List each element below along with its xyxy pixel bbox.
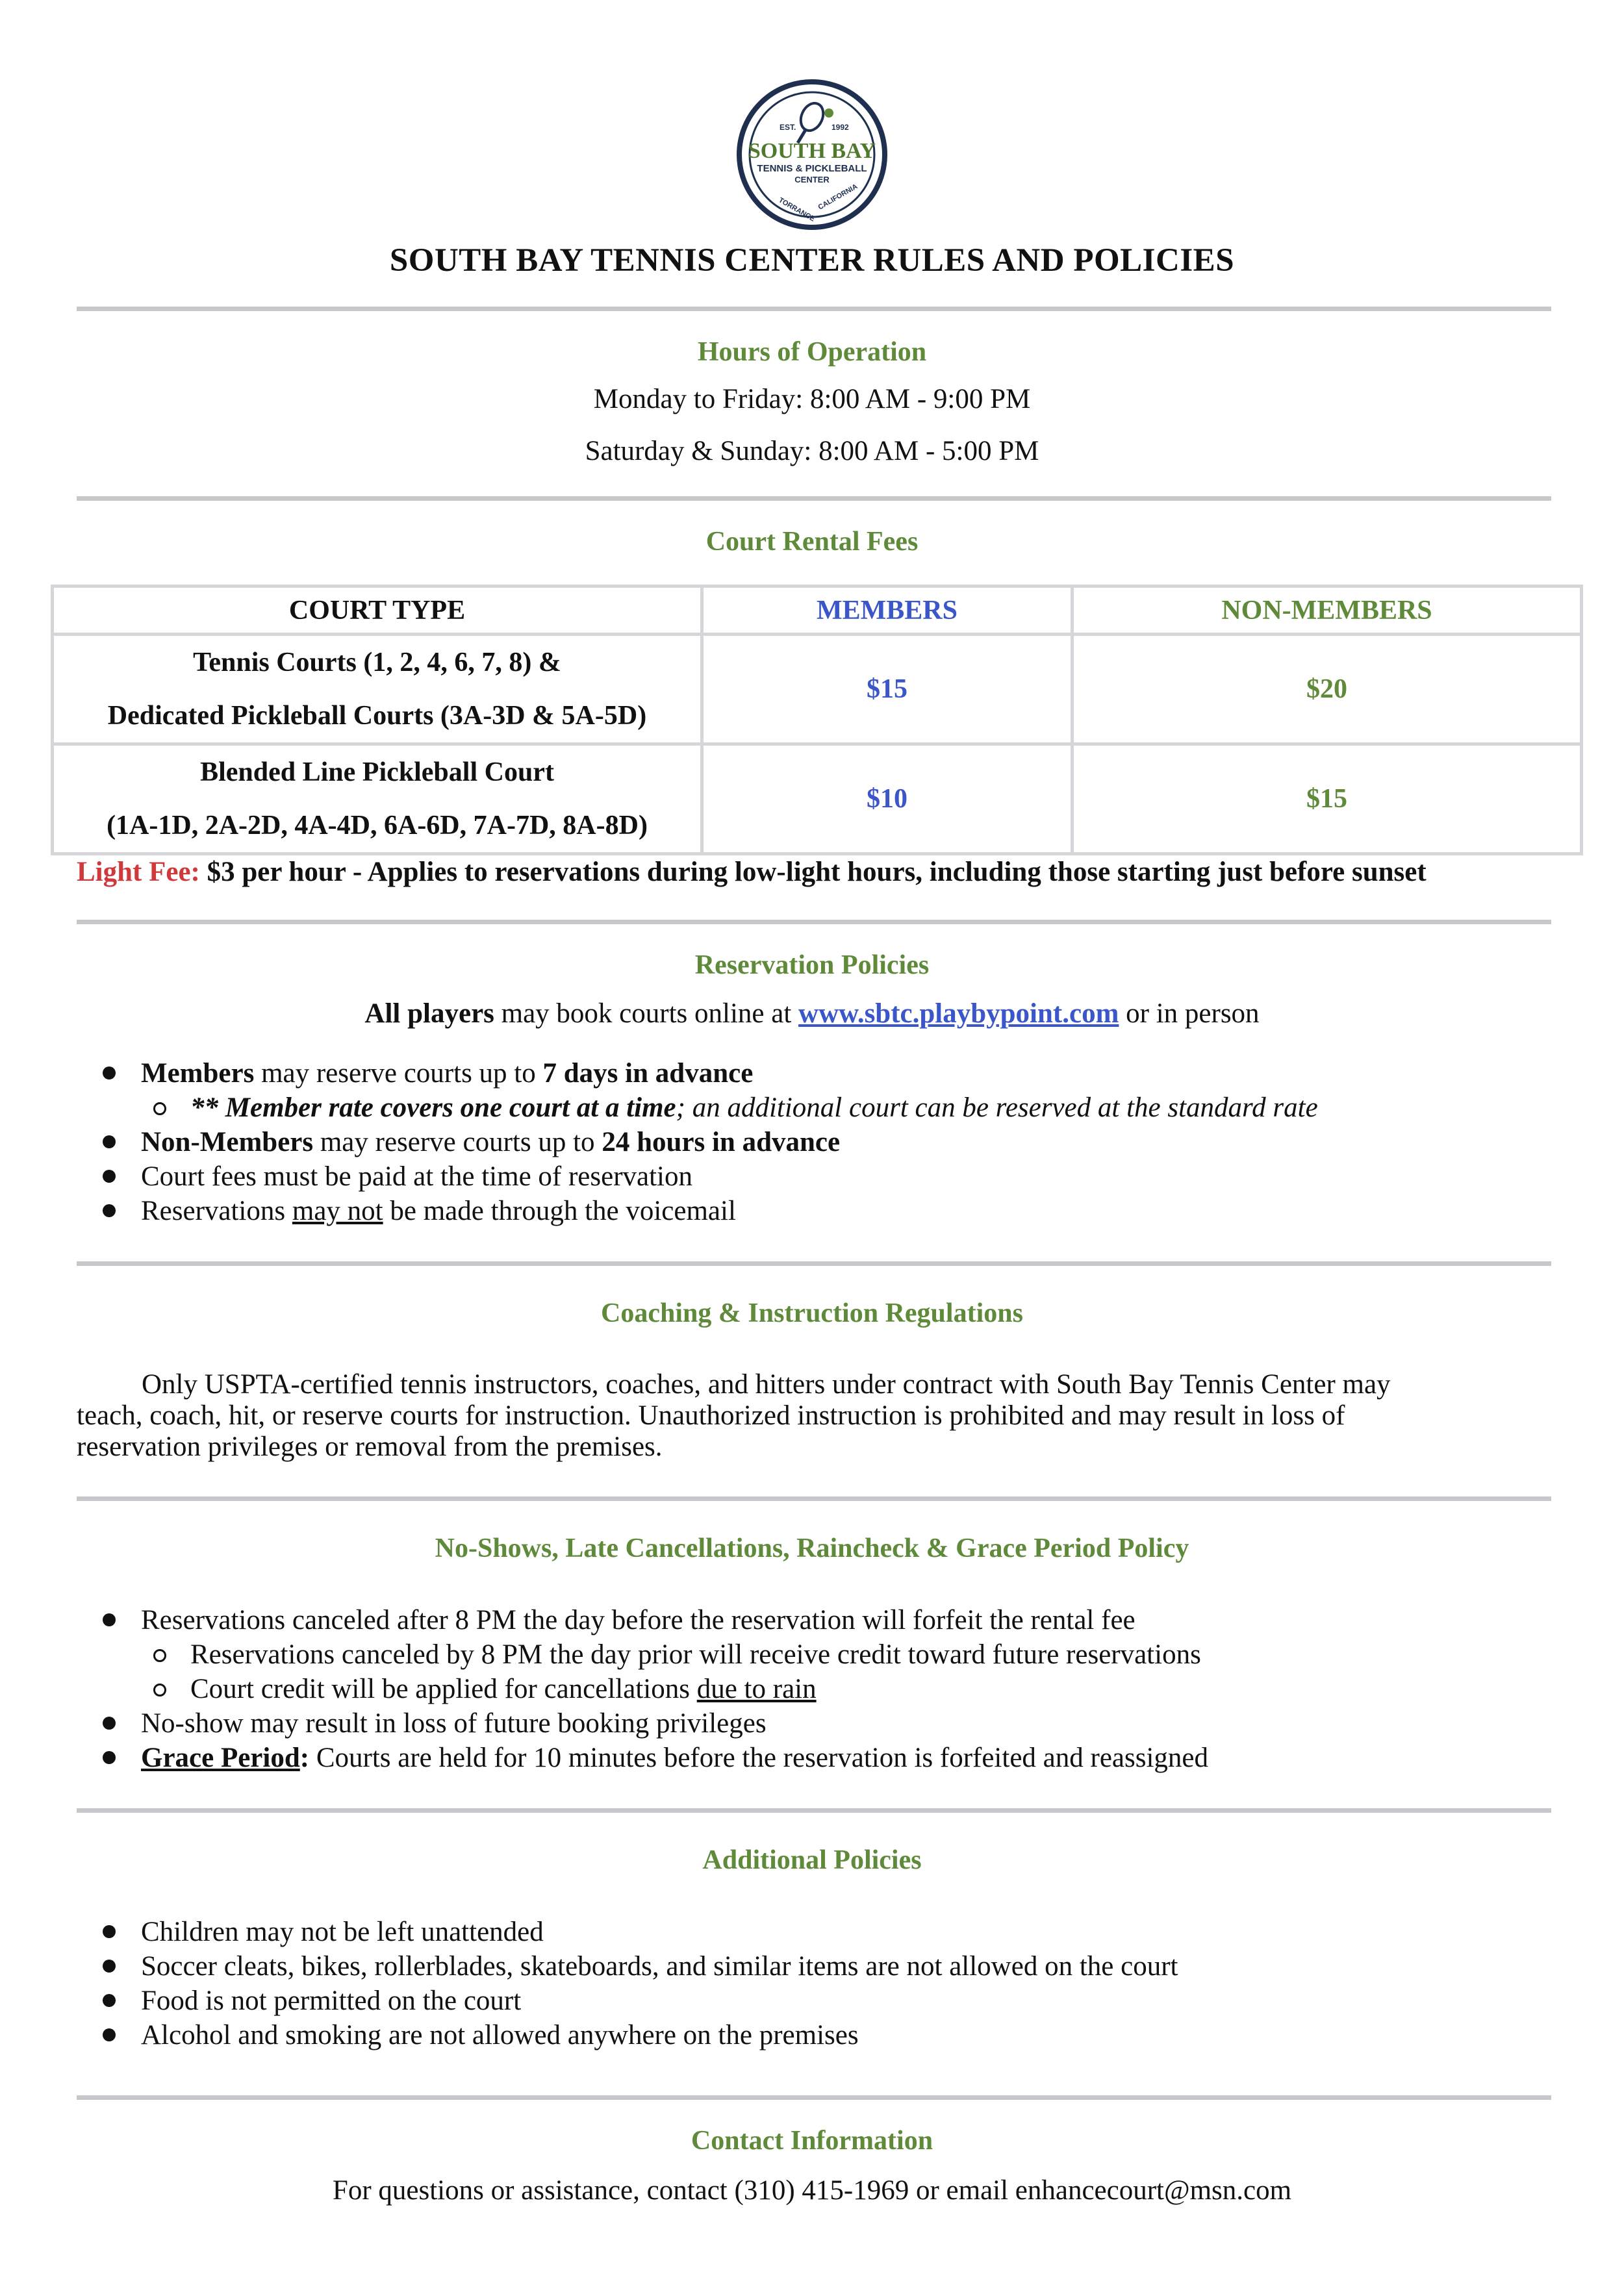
table-row	[53, 635, 1582, 744]
list-item	[0, 1741, 1624, 1775]
divider	[77, 920, 1551, 924]
sub-bullet-icon	[153, 1102, 166, 1115]
logo-name: SOUTH BAY	[748, 139, 876, 163]
logo-est: EST.	[780, 123, 796, 132]
hours-weekday: Monday to Friday: 8:00 AM - 9:00 PM	[593, 384, 1031, 414]
bullet-icon	[103, 1066, 116, 1079]
intro-bold: All players	[364, 998, 494, 1029]
contact-text: For questions or assistance, contact (310) 415-1969 or email enhancecourt@msn.com	[332, 2175, 1292, 2206]
text: ; an additional court can be reserved at the standard rate	[676, 1092, 1318, 1123]
underlined-text: may not	[292, 1196, 383, 1226]
intro-end: or in person	[1119, 998, 1260, 1029]
members-price: $10	[702, 744, 1072, 854]
text: No-show may result in loss of future booking privileges	[141, 1708, 767, 1739]
non-members-price: $20	[1072, 635, 1582, 744]
coaching-paragraph	[77, 1369, 1551, 1463]
members-price: $15	[702, 635, 1072, 744]
list-item	[0, 1706, 1624, 1741]
bullet-icon	[103, 1170, 116, 1183]
list-item	[0, 1091, 1624, 1125]
list-item	[0, 1125, 1624, 1159]
bold-text: 24 hours in advance	[602, 1127, 841, 1157]
bold-underlined-text: Grace Period	[141, 1743, 300, 1773]
text: Reservations	[141, 1196, 292, 1226]
bullet-icon	[103, 1925, 116, 1938]
logo-state: CALIFORNIA	[817, 183, 859, 212]
bold-text: :	[299, 1743, 310, 1773]
court-type-cell	[53, 635, 702, 744]
text: Alcohol and smoking are not allowed anywhere on the premises	[141, 2020, 859, 2050]
divider	[77, 1808, 1551, 1813]
additional-list	[0, 1915, 1624, 2052]
additional-heading: Additional Policies	[702, 1845, 922, 1875]
noshow-heading: No-Shows, Late Cancellations, Raincheck & Grace Period Policy	[435, 1533, 1189, 1563]
logo-year: 1992	[831, 123, 849, 132]
list-item	[0, 1984, 1624, 2018]
text: Court credit will be applied for cancellations	[190, 1674, 697, 1704]
list-item	[0, 1672, 1624, 1706]
list-item	[0, 1603, 1624, 1637]
court-type-line1: Tennis Courts (1, 2, 4, 6, 7, 8) &	[193, 648, 561, 677]
fees-heading: Court Rental Fees	[705, 527, 919, 557]
non-members-price: $15	[1072, 744, 1582, 854]
light-fee	[77, 856, 1427, 888]
sub-bullet-icon	[153, 1684, 166, 1697]
bullet-icon	[103, 1717, 116, 1730]
list-item	[0, 1056, 1624, 1091]
text: Reservations canceled by 8 PM the day prior will receive credit toward future reservations	[190, 1639, 1201, 1670]
list-item	[0, 1159, 1624, 1194]
underlined-text: due to rain	[696, 1674, 817, 1704]
bold-text: 7 days in advance	[542, 1058, 754, 1089]
divider	[77, 496, 1551, 501]
bullet-icon	[103, 1994, 116, 2007]
text: Food is not permitted on the court	[141, 1986, 522, 2016]
bullet-icon	[103, 2028, 116, 2041]
logo-badge	[734, 77, 890, 233]
hours-heading: Hours of Operation	[697, 337, 927, 367]
page-title: SOUTH BAY TENNIS CENTER RULES AND POLICIES	[389, 242, 1235, 279]
text: Reservations canceled after 8 PM the day before the reservation will forfeit the rental fee	[141, 1605, 1136, 1635]
text: Courts are held for 10 minutes before the reservation is forfeited and reassigned	[309, 1743, 1208, 1773]
bold-text: ** Member rate covers one court at a time	[190, 1092, 676, 1123]
bold-text: Members	[141, 1058, 255, 1089]
light-fee-label: Light Fee:	[77, 857, 200, 887]
divider	[77, 2095, 1551, 2100]
coaching-line3: reservation privileges or removal from the premises.	[77, 1432, 663, 1462]
list-item	[0, 2018, 1624, 2052]
col-members: MEMBERS	[702, 587, 1072, 635]
bold-text: Non-Members	[141, 1127, 314, 1157]
light-fee-text: $3 per hour - Applies to reservations during low-light hours, including those starting just before sunset	[199, 857, 1427, 887]
bullet-icon	[103, 1751, 116, 1764]
table-row	[53, 744, 1582, 854]
divider	[77, 307, 1551, 311]
col-court-type: COURT TYPE	[53, 587, 702, 635]
hours-weekend: Saturday & Sunday: 8:00 AM - 5:00 PM	[585, 436, 1039, 466]
list-item	[0, 1637, 1624, 1672]
logo-line2: TENNIS & PICKLEBALL	[757, 163, 867, 174]
text: Court fees must be paid at the time of reservation	[141, 1161, 692, 1192]
logo	[734, 77, 890, 233]
reservation-heading: Reservation Policies	[694, 950, 930, 980]
bullet-icon	[103, 1204, 116, 1217]
text: be made through the voicemail	[383, 1196, 736, 1226]
text: Children may not be left unattended	[141, 1917, 544, 1947]
sub-bullet-icon	[153, 1649, 166, 1662]
divider	[77, 1496, 1551, 1501]
text: Soccer cleats, bikes, rollerblades, skateboards, and similar items are not allowed on the court	[141, 1951, 1178, 1982]
reservation-intro	[0, 998, 1624, 1029]
fees-table	[51, 585, 1583, 855]
list-item	[0, 1949, 1624, 1984]
reservation-list	[0, 1056, 1624, 1228]
col-non-members: NON-MEMBERS	[1072, 587, 1582, 635]
list-item	[0, 1915, 1624, 1949]
contact-heading: Contact Information	[691, 2126, 933, 2156]
intro-mid: may book courts online at	[494, 998, 799, 1029]
divider	[77, 1261, 1551, 1266]
list-item	[0, 1194, 1624, 1228]
court-type-line2: (1A-1D, 2A-2D, 4A-4D, 6A-6D, 7A-7D, 8A-8D)	[107, 811, 648, 840]
booking-link[interactable]: www.sbtc.playbypoint.com	[798, 998, 1119, 1029]
logo-line3: CENTER	[794, 175, 830, 184]
coaching-line2: teach, coach, hit, or reserve courts for instruction. Unauthorized instruction is prohibited and may result in loss of	[77, 1400, 1345, 1431]
table-header-row	[53, 587, 1582, 635]
bullet-icon	[103, 1135, 116, 1148]
coaching-heading: Coaching & Instruction Regulations	[601, 1298, 1023, 1328]
court-type-line1: Blended Line Pickleball Court	[200, 757, 554, 787]
coaching-line1: Only USPTA-certified tennis instructors, coaches, and hitters under contract with South Bay Tennis Center may	[142, 1369, 1391, 1400]
text: may reserve courts up to	[254, 1058, 543, 1089]
court-type-cell	[53, 744, 702, 854]
noshow-list	[0, 1603, 1624, 1775]
bullet-icon	[103, 1613, 116, 1626]
logo-city: TORRANCE	[777, 196, 817, 223]
court-type-line2: Dedicated Pickleball Courts (3A-3D & 5A-5D)	[107, 701, 647, 731]
text: may reserve courts up to	[313, 1127, 602, 1157]
bullet-icon	[103, 1960, 116, 1973]
